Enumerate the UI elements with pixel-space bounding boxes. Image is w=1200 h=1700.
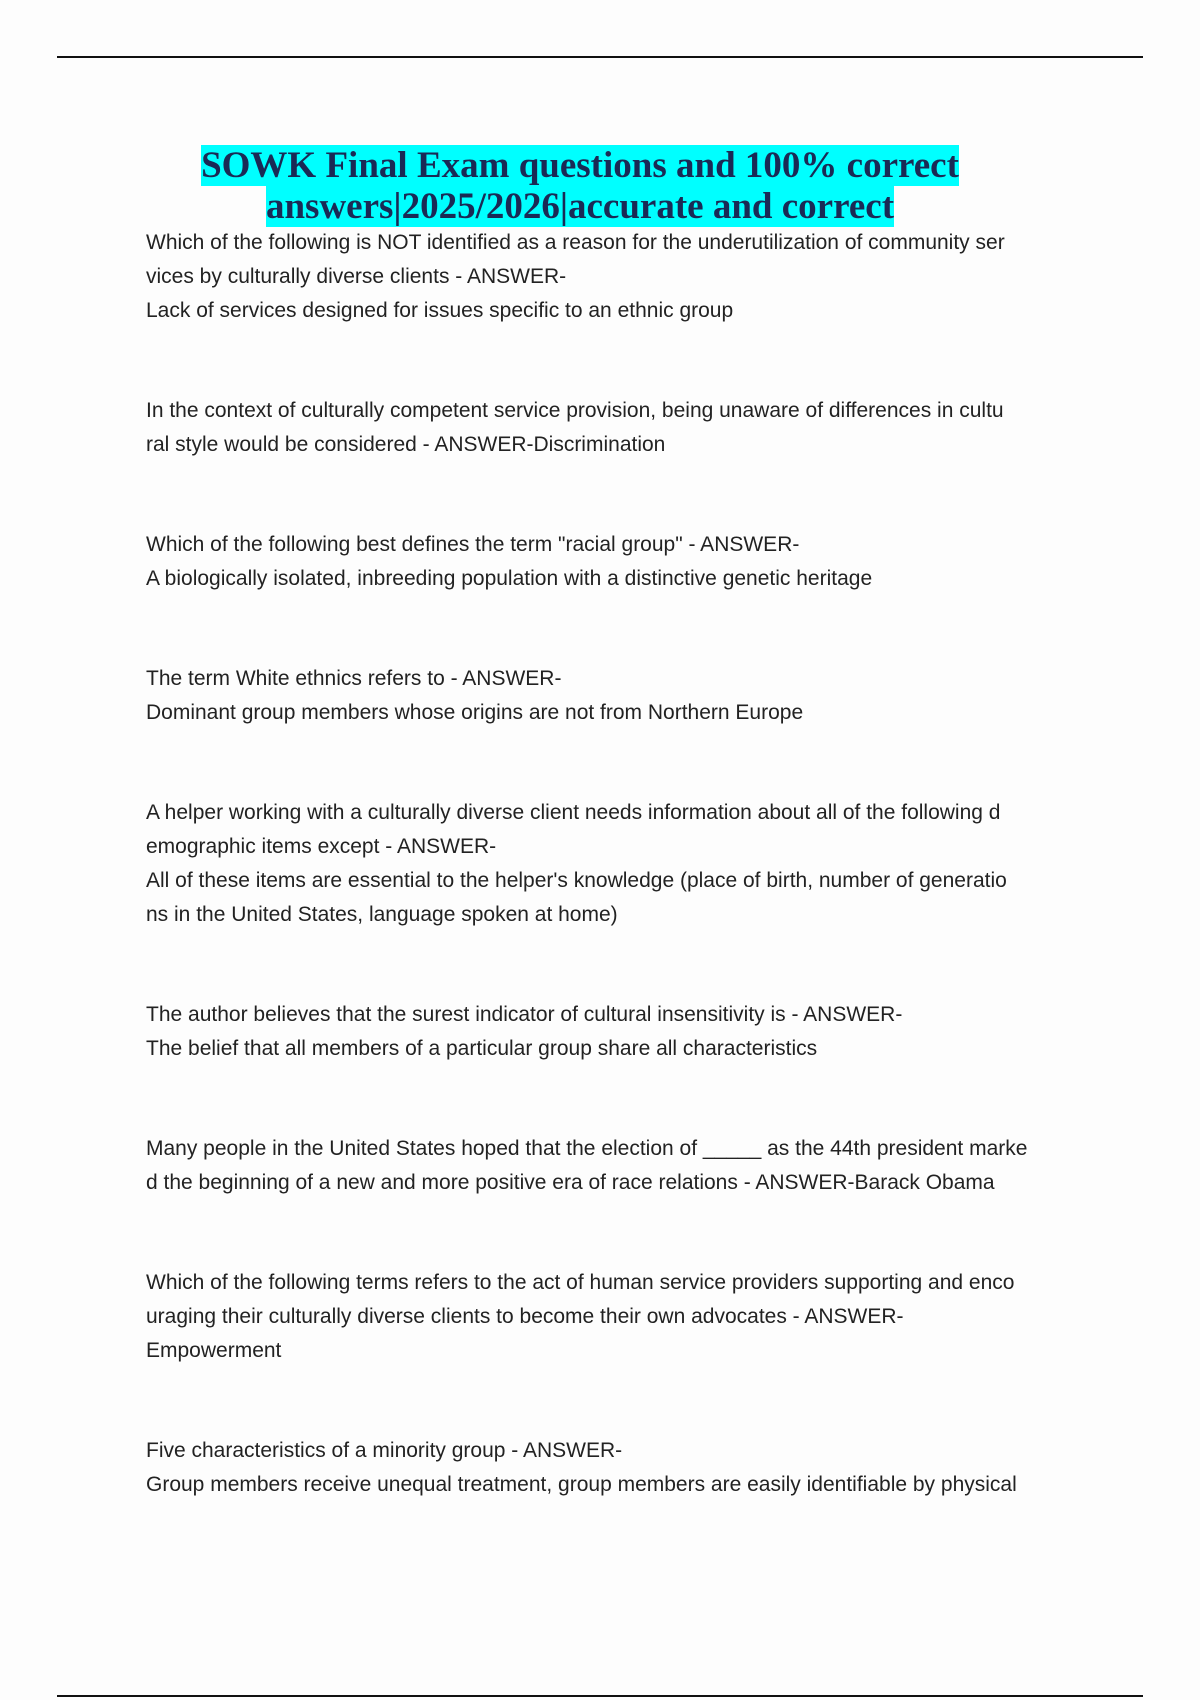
qa-list: [146, 226, 1066, 1502]
qa-item: [146, 998, 1066, 1066]
qa-line: The author believes that the surest indicator of cultural insensitivity is - ANSWER-: [146, 1003, 903, 1026]
qa-item: [146, 796, 1066, 932]
qa-item: [146, 1266, 1066, 1368]
qa-line: vices by culturally diverse clients - ANSWER-: [146, 265, 567, 288]
qa-item: [146, 1132, 1066, 1200]
qa-item: [146, 226, 1066, 328]
title-line-2: answers|2025/2026|accurate and correct: [265, 186, 895, 227]
qa-line: emographic items except - ANSWER-: [146, 835, 497, 858]
qa-line: Many people in the United States hoped that the election of _____ as the 44th president marke: [146, 1137, 1028, 1160]
qa-line: Which of the following is NOT identified as a reason for the underutilization of community ser: [146, 231, 1005, 254]
qa-line: A biologically isolated, inbreeding population with a distinctive genetic heritage: [146, 567, 873, 590]
qa-line: d the beginning of a new and more positive era of race relations - ANSWER-Barack Obama: [146, 1171, 995, 1194]
qa-line: ns in the United States, language spoken at home): [146, 903, 618, 926]
qa-line: ral style would be considered - ANSWER-Discrimination: [146, 433, 666, 456]
qa-line: The term White ethnics refers to - ANSWER-: [146, 667, 562, 690]
qa-item: [146, 528, 1066, 596]
qa-line: Five characteristics of a minority group - ANSWER-: [146, 1439, 623, 1462]
bottom-rule: [57, 1695, 1143, 1697]
qa-line: A helper working with a culturally diverse client needs information about all of the following d: [146, 801, 1001, 824]
qa-line: In the context of culturally competent service provision, being unaware of differences in cultu: [146, 399, 1004, 422]
top-rule: [57, 56, 1143, 58]
qa-line: Lack of services designed for issues specific to an ethnic group: [146, 299, 734, 322]
qa-line: Dominant group members whose origins are not from Northern Europe: [146, 701, 804, 724]
title-line-1: SOWK Final Exam questions and 100% correct: [201, 145, 959, 186]
qa-line: uraging their culturally diverse clients to become their own advocates - ANSWER-: [146, 1305, 904, 1328]
qa-item: [146, 394, 1066, 462]
qa-line: Which of the following best defines the term "racial group" - ANSWER-: [146, 533, 800, 556]
qa-item: [146, 1434, 1066, 1502]
qa-line: Which of the following terms refers to the act of human service providers supporting and enco: [146, 1271, 1015, 1294]
qa-line: Empowerment: [146, 1339, 282, 1362]
qa-line: Group members receive unequal treatment, group members are easily identifiable by physical: [146, 1473, 1017, 1496]
qa-line: The belief that all members of a particular group share all characteristics: [146, 1037, 818, 1060]
qa-item: [146, 662, 1066, 730]
qa-line: All of these items are essential to the helper's knowledge (place of birth, number of generatio: [146, 869, 1007, 892]
document-title: [150, 145, 1010, 227]
